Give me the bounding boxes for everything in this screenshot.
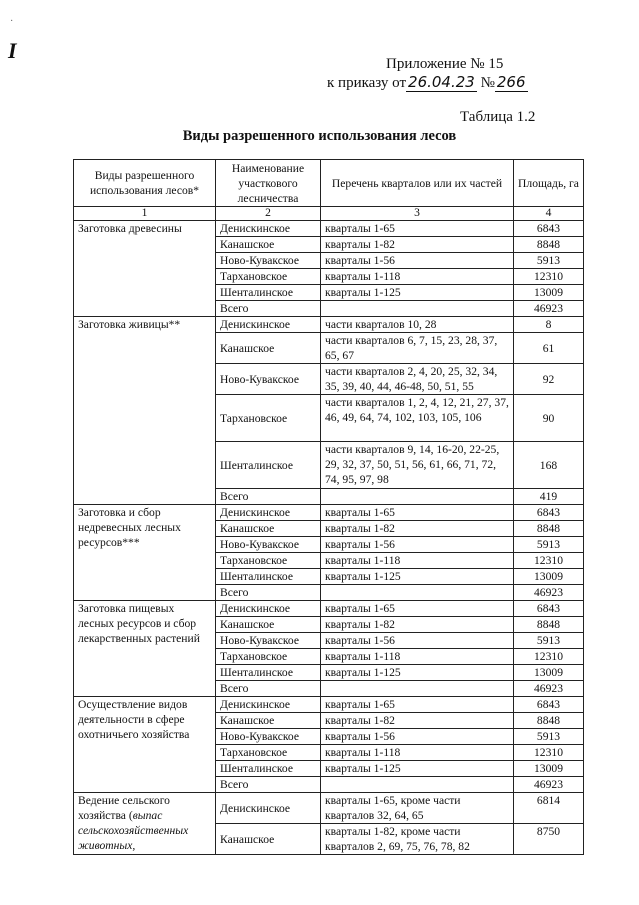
- quarters-cell: части кварталов 9, 14, 16-20, 22-25, 29, 32, 37, 50, 51, 56, 61, 66, 71, 72, 74, 95, 97, 98: [321, 442, 514, 489]
- area-cell: 6843: [514, 697, 584, 713]
- quarters-cell: кварталы 1-65: [321, 505, 514, 521]
- quarters-cell: кварталы 1-118: [321, 553, 514, 569]
- forestry-cell: Канашское: [216, 824, 321, 855]
- forestry-cell: Ново-Кувакское: [216, 253, 321, 269]
- forestry-cell: Шенталинское: [216, 761, 321, 777]
- table-header-row: [74, 160, 584, 207]
- column-header: Перечень кварталов или их частей: [321, 160, 514, 207]
- forestry-cell: Канашское: [216, 333, 321, 364]
- forestry-cell: Ново-Кувакское: [216, 729, 321, 745]
- area-cell: 8848: [514, 237, 584, 253]
- quarters-cell: [321, 489, 514, 505]
- use-type-cell: Заготовка пищевых лесных ресурсов и сбор лекарственных растений: [74, 601, 216, 697]
- total-label: Всего: [216, 777, 321, 793]
- total-area: 46923: [514, 681, 584, 697]
- forestry-cell: Денискинское: [216, 793, 321, 824]
- forestry-cell: Шенталинское: [216, 442, 321, 489]
- order-line: [327, 73, 528, 92]
- quarters-cell: части кварталов 6, 7, 15, 23, 28, 37, 65, 67: [321, 333, 514, 364]
- use-type-cell: Заготовка и сбор недревесных лесных ресурсов***: [74, 505, 216, 601]
- table-row: [74, 221, 584, 237]
- area-cell: 8848: [514, 617, 584, 633]
- quarters-cell: кварталы 1-65: [321, 601, 514, 617]
- quarters-cell: кварталы 1-82: [321, 237, 514, 253]
- area-cell: 12310: [514, 649, 584, 665]
- forestry-cell: Денискинское: [216, 505, 321, 521]
- forestry-cell: Денискинское: [216, 317, 321, 333]
- forestry-cell: Шенталинское: [216, 665, 321, 681]
- forestry-cell: Шенталинское: [216, 569, 321, 585]
- quarters-cell: [321, 301, 514, 317]
- total-area: 46923: [514, 585, 584, 601]
- use-type-cell: Заготовка древесины: [74, 221, 216, 317]
- margin-mark: I: [8, 38, 17, 63]
- forestry-cell: Шенталинское: [216, 285, 321, 301]
- table-row: [74, 505, 584, 521]
- column-header: Площадь, га: [514, 160, 584, 207]
- quarters-cell: кварталы 1-56: [321, 253, 514, 269]
- forestry-cell: Ново-Кувакское: [216, 364, 321, 395]
- forestry-cell: Денискинское: [216, 601, 321, 617]
- area-cell: 12310: [514, 745, 584, 761]
- forestry-cell: Канашское: [216, 617, 321, 633]
- quarters-cell: кварталы 1-125: [321, 761, 514, 777]
- area-cell: 8848: [514, 521, 584, 537]
- use-type-cell: Заготовка живицы**: [74, 317, 216, 505]
- forestry-cell: Канашское: [216, 237, 321, 253]
- total-label: Всего: [216, 489, 321, 505]
- appendix-label: Приложение № 15: [386, 56, 504, 72]
- forestry-cell: Тархановское: [216, 269, 321, 285]
- total-label: Всего: [216, 681, 321, 697]
- forestry-cell: Ново-Кувакское: [216, 633, 321, 649]
- area-cell: 6843: [514, 601, 584, 617]
- column-number: 3: [321, 207, 514, 221]
- area-cell: 6843: [514, 221, 584, 237]
- order-date-handwritten: 26.04.23: [408, 73, 475, 91]
- column-number: 1: [74, 207, 216, 221]
- quarters-cell: кварталы 1-125: [321, 569, 514, 585]
- forestry-cell: Денискинское: [216, 221, 321, 237]
- area-cell: 90: [514, 395, 584, 442]
- area-cell: 12310: [514, 553, 584, 569]
- quarters-cell: [321, 777, 514, 793]
- column-number: 4: [514, 207, 584, 221]
- column-number-row: [74, 207, 584, 221]
- table-row: [74, 317, 584, 333]
- quarters-cell: кварталы 1-118: [321, 269, 514, 285]
- forestry-cell: Канашское: [216, 713, 321, 729]
- area-cell: 92: [514, 364, 584, 395]
- quarters-cell: кварталы 1-65: [321, 221, 514, 237]
- table-row: [74, 697, 584, 713]
- forestry-cell: Тархановское: [216, 649, 321, 665]
- quarters-cell: части кварталов 10, 28: [321, 317, 514, 333]
- quarters-cell: [321, 585, 514, 601]
- quarters-cell: кварталы 1-125: [321, 285, 514, 301]
- quarters-cell: кварталы 1-82: [321, 521, 514, 537]
- area-cell: 13009: [514, 569, 584, 585]
- total-area: 46923: [514, 301, 584, 317]
- area-cell: 6814: [514, 793, 584, 824]
- order-number-handwritten: 266: [496, 73, 526, 91]
- forest-use-table: [73, 159, 584, 855]
- quarters-cell: кварталы 1-82: [321, 617, 514, 633]
- quarters-cell: [321, 681, 514, 697]
- table-row: [74, 601, 584, 617]
- forestry-cell: Денискинское: [216, 697, 321, 713]
- total-label: Всего: [216, 301, 321, 317]
- forestry-cell: Тархановское: [216, 553, 321, 569]
- area-cell: 168: [514, 442, 584, 489]
- forestry-cell: Канашское: [216, 521, 321, 537]
- forestry-cell: Ново-Кувакское: [216, 537, 321, 553]
- area-cell: 12310: [514, 269, 584, 285]
- total-area: 419: [514, 489, 584, 505]
- quarters-cell: части кварталов 2, 4, 20, 25, 32, 34, 35, 39, 40, 44, 46-48, 50, 51, 55: [321, 364, 514, 395]
- quarters-cell: кварталы 1-56: [321, 537, 514, 553]
- order-prefix: к приказу от: [327, 75, 407, 91]
- quarters-cell: кварталы 1-56: [321, 729, 514, 745]
- use-type-italic: выпас сельскохозяйственных животных,: [78, 809, 189, 852]
- area-cell: 5913: [514, 633, 584, 649]
- quarters-cell: кварталы 1-65: [321, 697, 514, 713]
- quarters-cell: части кварталов 1, 2, 4, 12, 21, 27, 37, 46, 49, 64, 74, 102, 103, 105, 106: [321, 395, 514, 442]
- area-cell: 8: [514, 317, 584, 333]
- column-number: 2: [216, 207, 321, 221]
- quarters-cell: кварталы 1-118: [321, 745, 514, 761]
- total-label: Всего: [216, 585, 321, 601]
- column-header: Наименование участкового лесничества: [216, 160, 321, 207]
- column-header: Виды разрешенного использования лесов*: [74, 160, 216, 207]
- table-number: Таблица 1.2: [460, 109, 536, 125]
- forestry-cell: Тархановское: [216, 395, 321, 442]
- area-cell: 13009: [514, 665, 584, 681]
- area-cell: 8848: [514, 713, 584, 729]
- quarters-cell: кварталы 1-82, кроме части кварталов 2, 69, 75, 76, 78, 82: [321, 824, 514, 855]
- use-type-cell: Осуществление видов деятельности в сфере охотничьего хозяйства: [74, 697, 216, 793]
- use-type-cell: [74, 793, 216, 855]
- area-cell: 61: [514, 333, 584, 364]
- total-area: 46923: [514, 777, 584, 793]
- area-cell: 5913: [514, 729, 584, 745]
- quarters-cell: кварталы 1-118: [321, 649, 514, 665]
- forestry-cell: Тархановское: [216, 745, 321, 761]
- quarters-cell: кварталы 1-125: [321, 665, 514, 681]
- area-cell: 5913: [514, 253, 584, 269]
- area-cell: 6843: [514, 505, 584, 521]
- area-cell: 5913: [514, 537, 584, 553]
- order-no-label: №: [480, 75, 495, 91]
- table-row: [74, 793, 584, 824]
- scan-dot: ·: [10, 16, 14, 27]
- quarters-cell: кварталы 1-56: [321, 633, 514, 649]
- area-cell: 13009: [514, 761, 584, 777]
- page-title: Виды разрешенного использования лесов: [182, 128, 457, 144]
- quarters-cell: кварталы 1-65, кроме части кварталов 32, 64, 65: [321, 793, 514, 824]
- area-cell: 8750: [514, 824, 584, 855]
- use-type-plain: Ведение сельского хозяйства (: [78, 794, 170, 822]
- area-cell: 13009: [514, 285, 584, 301]
- quarters-cell: кварталы 1-82: [321, 713, 514, 729]
